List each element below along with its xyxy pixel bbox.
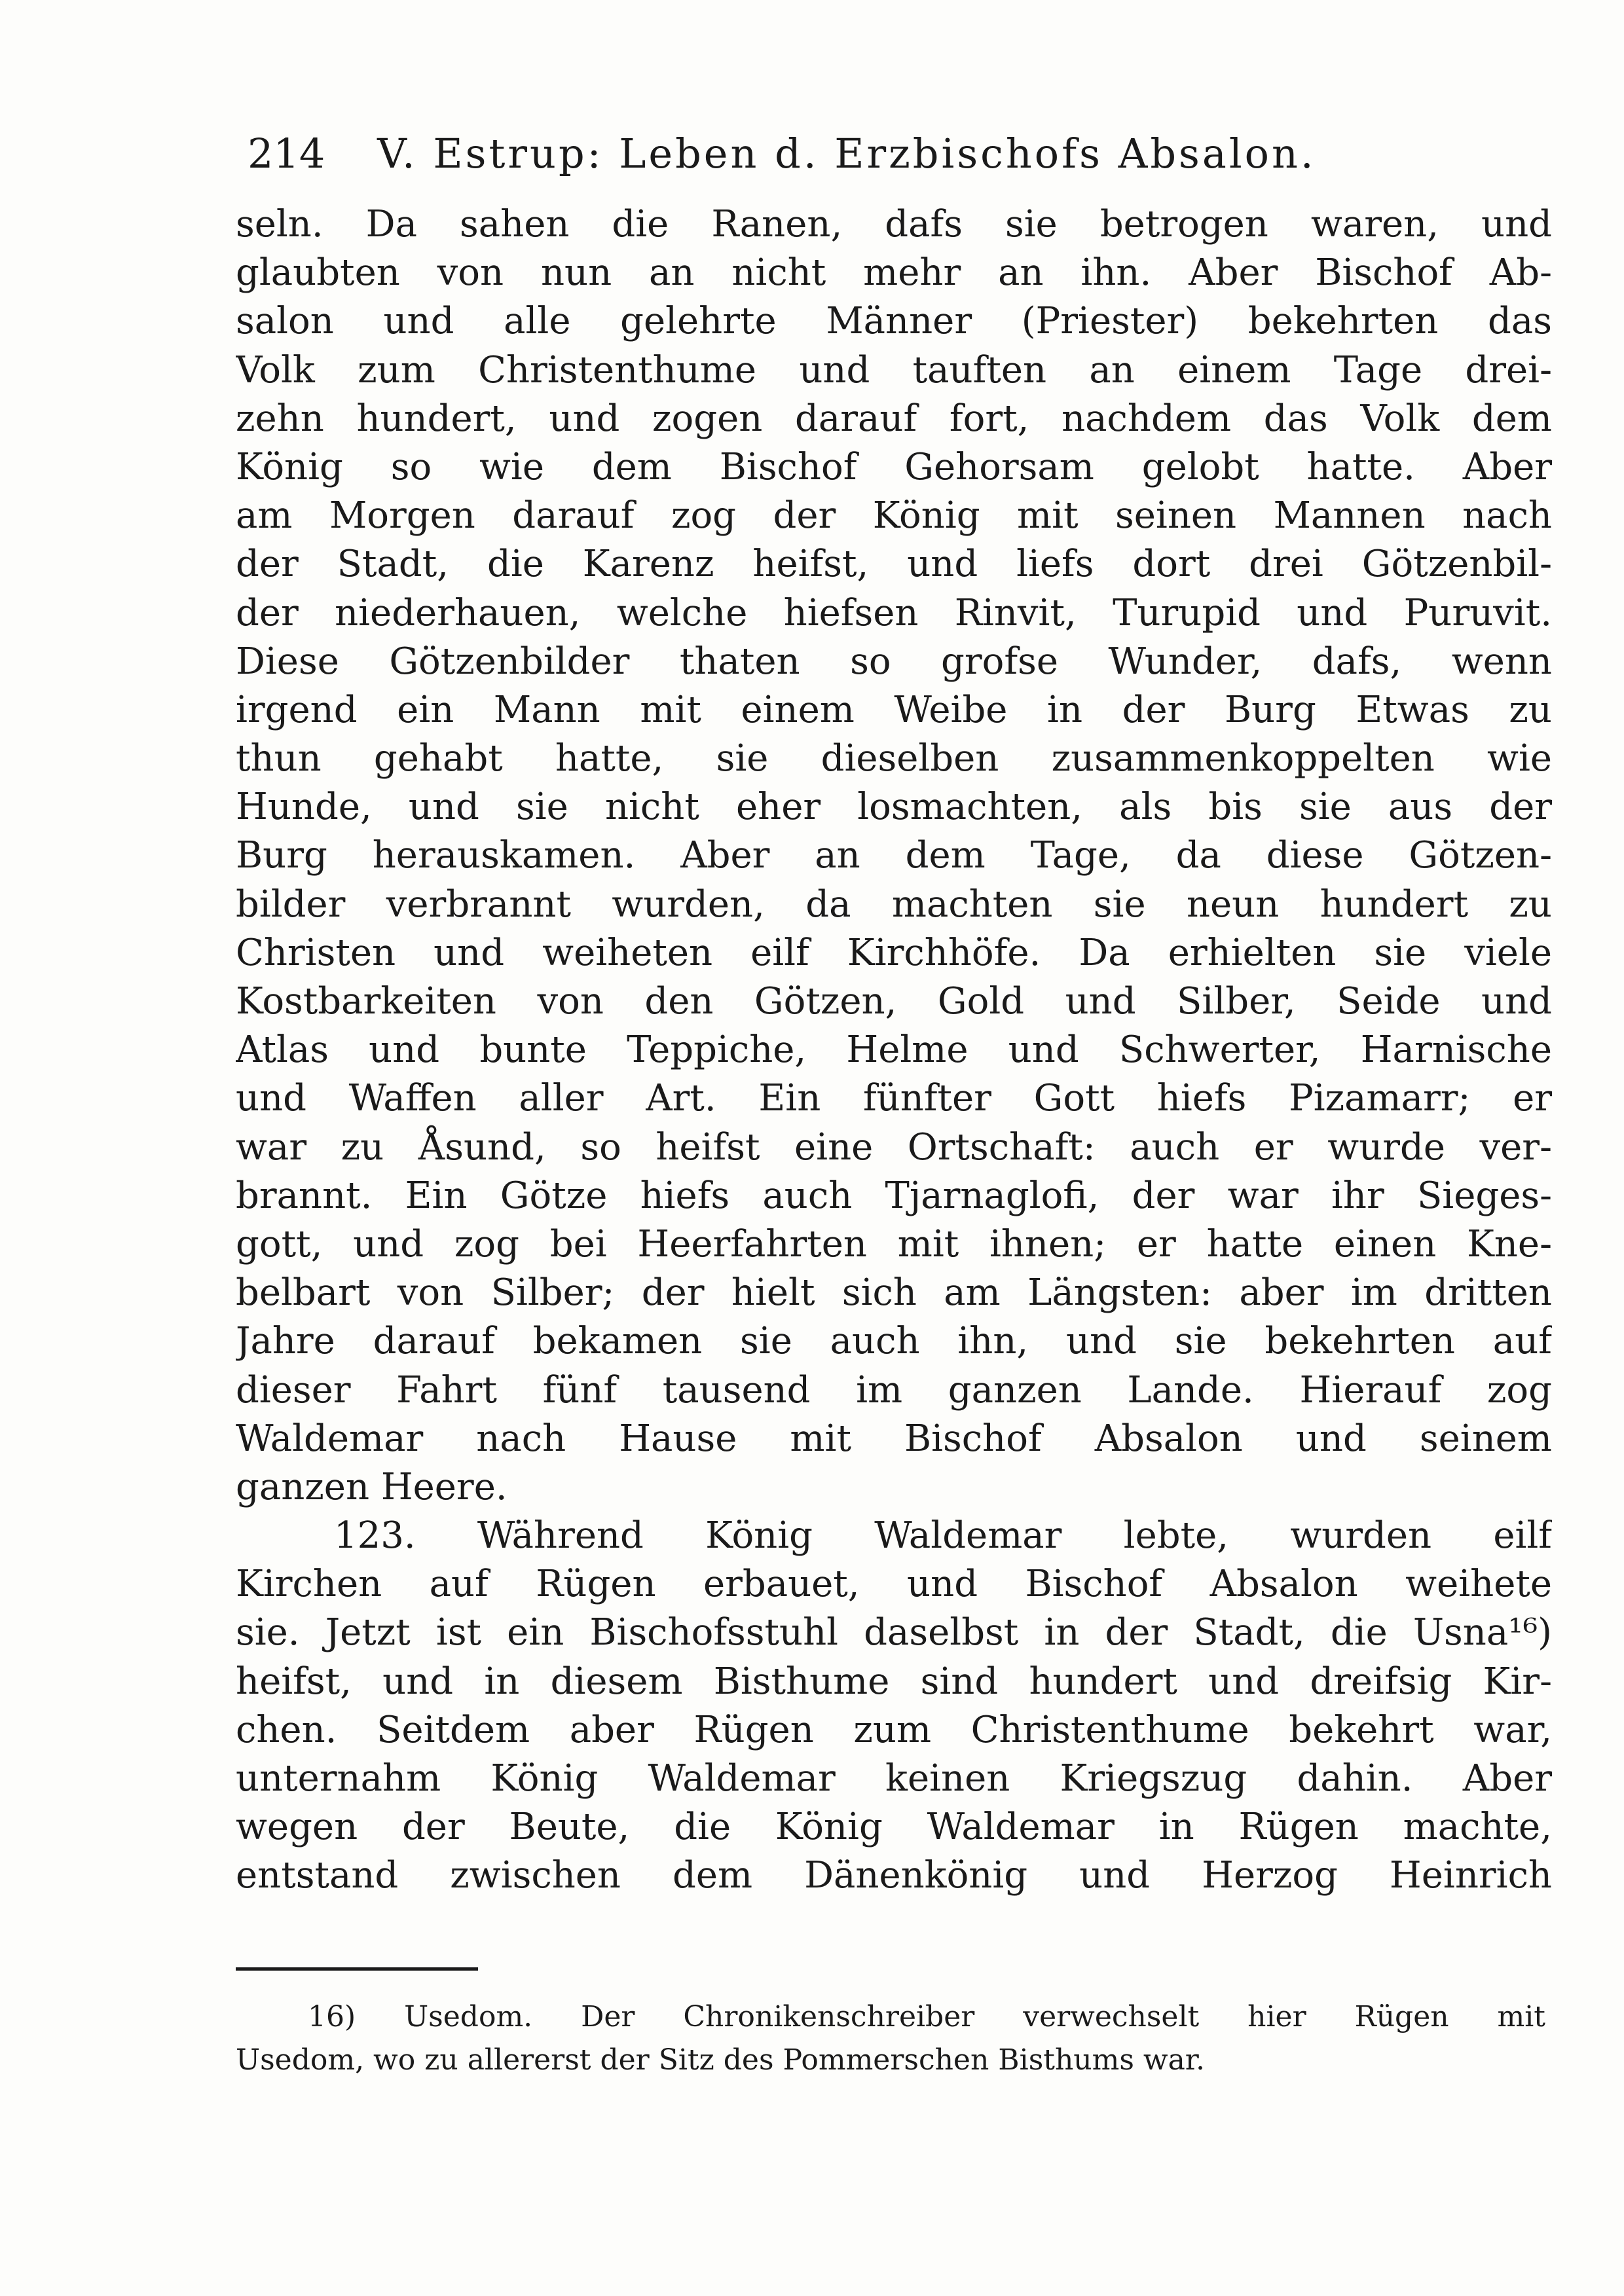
text-line: gott, und zog bei Heerfahrten mit ihnen; er hatte einen Kne-	[236, 1222, 1552, 1266]
text-line: Jahre darauf bekamen sie auch ihn, und sie bekehrten auf	[236, 1320, 1552, 1363]
text-line: entstand zwischen dem Dänenkönig und Herzog Heinrich	[236, 1854, 1552, 1897]
body-text	[236, 200, 1552, 1901]
text-line: war zu Åsund, so heifst eine Ortschaft: auch er wurde ver-	[236, 1125, 1552, 1169]
page-number: 214	[248, 130, 325, 177]
text-line: und Waffen aller Art. Ein fünfter Gott hiefs Pizamarr; er	[236, 1077, 1552, 1120]
text-line: Hunde, und sie nicht eher losmachten, als bis sie aus der	[236, 786, 1552, 829]
text-line: Kirchen auf Rügen erbauet, und Bischof Absalon weihete	[236, 1563, 1552, 1606]
text-line: seln. Da sahen die Ranen, dafs sie betrogen waren, und	[236, 203, 1552, 246]
text-line: heifst, und in diesem Bisthume sind hundert und dreifsig Kir-	[236, 1660, 1552, 1703]
footnote-line: Usedom, wo zu allererst der Sitz des Pommerschen Bisthums war.	[236, 2043, 1205, 2077]
footnote-divider	[236, 1967, 478, 1971]
text-line: glaubten von nun an nicht mehr an ihn. Aber Bischof Ab-	[236, 251, 1552, 295]
text-line: brannt. Ein Götze hiefs auch Tjarnaglofi, der war ihr Sieges-	[236, 1174, 1552, 1217]
text-line: belbart von Silber; der hielt sich am Längsten: aber im dritten	[236, 1271, 1552, 1315]
text-line: Diese Götzenbilder thaten so grofse Wunder, dafs, wenn	[236, 640, 1552, 683]
text-line: thun gehabt hatte, sie dieselben zusammenkoppelten wie	[236, 737, 1552, 780]
section-start-line: 123. Während König Waldemar lebte, wurden eilf	[334, 1514, 1552, 1558]
text-line: Volk zum Christenthume und tauften an einem Tage drei-	[236, 348, 1552, 392]
footnote-line: 16) Usedom. Der Chronikenschreiber verwechselt hier Rügen mit	[308, 2000, 1545, 2033]
text-line: salon und alle gelehrte Männer (Priester) bekehrten das	[236, 300, 1552, 343]
text-line: Atlas und bunte Teppiche, Helme und Schwerter, Harnische	[236, 1029, 1552, 1072]
running-header	[248, 124, 1551, 183]
footnotes	[236, 1995, 1545, 2082]
text-line: unternahm König Waldemar keinen Kriegszug dahin. Aber	[236, 1757, 1552, 1800]
text-line: Waldemar nach Hause mit Bischof Absalon und seinem	[236, 1417, 1552, 1460]
text-line: chen. Seitdem aber Rügen zum Christenthume bekehrt war,	[236, 1708, 1552, 1751]
text-line: ganzen Heere.	[236, 1465, 507, 1508]
text-line: Christen und weiheten eilf Kirchhöfe. Da erhielten sie viele	[236, 931, 1552, 974]
text-line: König so wie dem Bischof Gehorsam gelobt hatte. Aber	[236, 445, 1552, 488]
text-line: der Stadt, die Karenz heifst, und liefs dort drei Götzenbil-	[236, 543, 1552, 586]
text-line: wegen der Beute, die König Waldemar in Rügen machte,	[236, 1806, 1552, 1849]
text-line: der niederhauen, welche hiefsen Rinvit, Turupid und Puruvit.	[236, 591, 1552, 634]
text-line: dieser Fahrt fünf tausend im ganzen Lande. Hierauf zog	[236, 1368, 1552, 1412]
text-line: Burg herauskamen. Aber an dem Tage, da diese Götzen-	[236, 834, 1552, 877]
text-line: bilder verbrannt wurden, da machten sie neun hundert zu	[236, 883, 1552, 926]
text-line: Kostbarkeiten von den Götzen, Gold und Silber, Seide und	[236, 980, 1552, 1023]
text-line: am Morgen darauf zog der König mit seinen Mannen nach	[236, 494, 1552, 538]
text-line: irgend ein Mann mit einem Weibe in der Burg Etwas zu	[236, 688, 1552, 731]
running-title: V. Estrup: Leben d. Erzbischofs Absalon.	[377, 130, 1316, 177]
text-line: zehn hundert, und zogen darauf fort, nachdem das Volk dem	[236, 397, 1552, 440]
text-line: sie. Jetzt ist ein Bischofsstuhl daselbst in der Stadt, die Usna¹⁶)	[236, 1611, 1552, 1654]
